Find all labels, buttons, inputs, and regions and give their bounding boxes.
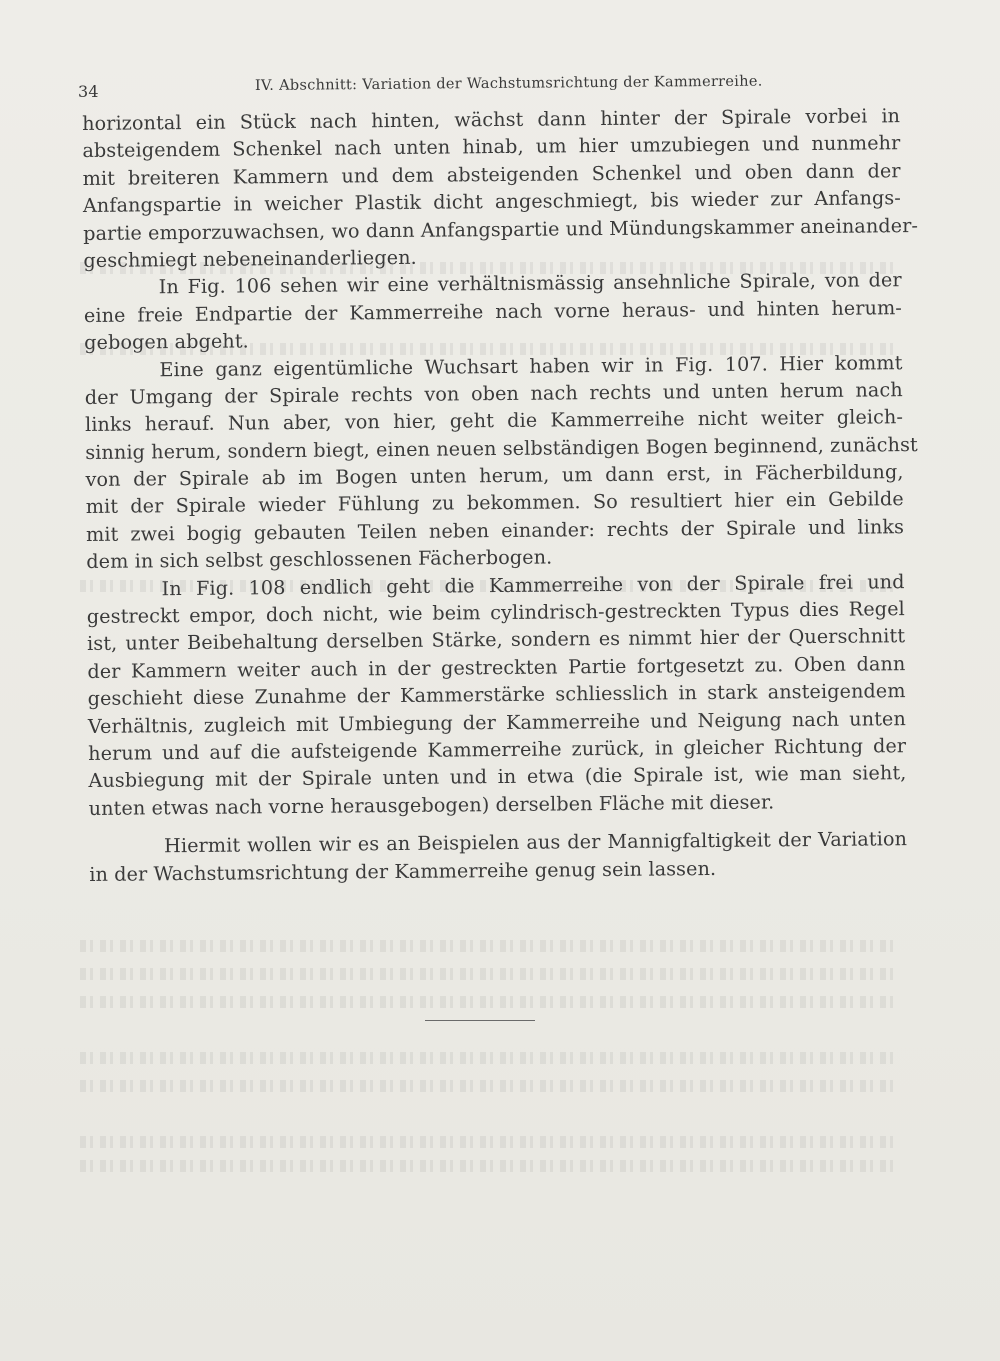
text-line: geschmiegt nebeneinanderliegen. — [83, 245, 417, 272]
paragraph — [84, 349, 918, 576]
paragraph — [86, 568, 906, 822]
text-line: mit zwei bogig gebauten Teilen neben einander: rechts der Spirale und links — [85, 514, 905, 546]
text-line: gebogen abgeht. — [84, 329, 249, 355]
text-line: geschieht diese Zunahme der Kammerstärke schliesslich in stark ansteigendem — [87, 679, 906, 711]
text-line: mit der Spirale wieder Fühlung zu bekommen. So resultiert hier ein Gebilde — [85, 487, 904, 519]
text-line: der Kammern weiter auch in der gestreckten Partie fortgesetzt zu. Oben dann — [87, 651, 906, 683]
running-head — [78, 73, 918, 102]
text-line: dem in sich selbst geschlossenen Fächerbogen. — [86, 545, 553, 574]
text-line: horizontal ein Stück nach hinten, wächst dann hinter der Spirale vorbei in — [82, 104, 901, 135]
text-line: mit breiteren Kammern und dem absteigenden Schenkel und oben dann der — [82, 158, 901, 190]
running-title: IV. Abschnitt: Variation der Wachstumsrichtung der Kammerreihe. — [254, 73, 763, 94]
show-through-text — [80, 968, 900, 980]
page-number: 34 — [78, 82, 99, 101]
show-through-text — [80, 1080, 900, 1092]
text-line: links herauf. Nun aber, von hier, geht die Kammerreihe nicht weiter gleich- — [84, 405, 904, 437]
text-line: Ausbiegung mit der Spirale unten und in etwa (die Spirale ist, wie man sieht, — [88, 761, 907, 793]
text-line: herum und auf die aufsteigende Kammerreihe zurück, in gleicher Richtung der — [88, 734, 907, 765]
show-through-text — [80, 996, 900, 1008]
section-end-rule — [425, 1020, 535, 1021]
body-text — [82, 102, 919, 888]
show-through-text — [80, 1136, 900, 1148]
text-line: von der Spirale ab im Bogen unten herum, um dann erst, in Fächerbildung, — [85, 460, 904, 492]
paragraph — [84, 266, 903, 356]
paragraph — [89, 825, 907, 888]
text-line: eine freie Endpartie der Kammerreihe nach vorne heraus- und hinten herum- — [83, 295, 903, 327]
show-through-text — [80, 940, 900, 952]
text-line: In Fig. 108 endlich geht die Kammerreihe von der Spirale frei und — [161, 569, 905, 600]
text-line: Verhältnis, zugleich mit Umbiegung der Kammerreihe und Neigung nach unten — [87, 706, 906, 738]
text-line: Eine ganz eigentümliche Wuchsart haben wir in Fig. 107. Hier kommt — [159, 350, 903, 381]
text-line: unten etwas nach vorne herausgebogen) derselben Fläche mit dieser. — [88, 790, 775, 820]
text-line: In Fig. 106 sehen wir eine verhältnismässig ansehnliche Spirale, von der — [158, 268, 902, 299]
text-line: ist, unter Beibehaltung derselben Stärke, sondern es nimmt hier der Querschnitt — [87, 624, 906, 656]
text-line: Anfangspartie in weicher Plastik dicht angeschmiegt, bis wieder zur Anfangs- — [82, 186, 901, 218]
text-line: gestreckt empor, doch nicht, wie beim cylindrisch-gestreckten Typus dies Regel — [86, 597, 905, 629]
paragraph — [82, 102, 919, 274]
show-through-text — [80, 1160, 900, 1172]
text-line: Hiermit wollen wir es an Beispielen aus der Mannigfaltigkeit der Variation — [163, 827, 908, 858]
text-line: absteigendem Schenkel nach unten hinab, um hier umzubiegen und nunmehr — [82, 131, 901, 163]
text-line: in der Wachstumsrichtung der Kammerreihe genug sein lassen. — [89, 856, 717, 886]
show-through-text — [80, 1052, 900, 1064]
text-line: partie emporzuwachsen, wo dann Anfangspartie und Mündungskammer aneinander- — [83, 213, 919, 245]
text-line: der Umgang der Spirale rechts von oben nach rechts und unten herum nach — [84, 378, 903, 409]
text-line: sinnig herum, sondern biegt, einen neuen selbständigen Bogen beginnend, zunächst — [85, 432, 918, 464]
